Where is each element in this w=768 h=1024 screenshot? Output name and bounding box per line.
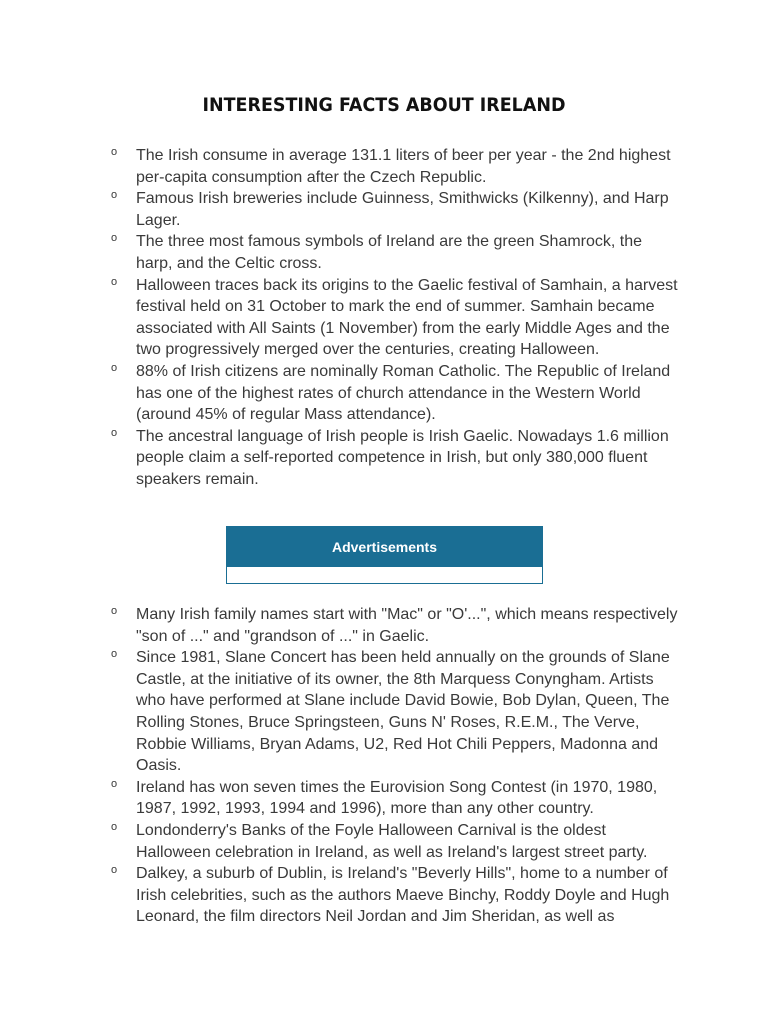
list-item (111, 777, 681, 820)
list-item (111, 231, 681, 274)
list-item (111, 863, 681, 928)
list-item (111, 145, 681, 188)
advertisements-header: Advertisements (227, 527, 542, 567)
bullet-icon: o (111, 146, 118, 158)
list-item (111, 604, 681, 647)
bullet-icon: o (111, 232, 118, 245)
list-item-text: Dalkey, a suburb of Dublin, is Ireland's "Beverly Hills", home to a number of Irish celebrities, such as the authors Maeve Binchy, Roddy Doyle and Hugh Leonard, the film directors Neil Jordan and Jim Sheridan, as well as (136, 865, 670, 926)
list-item-text: Halloween traces back its origins to the Gaelic festival of Samhain, a harvest festival held on 31 October to mark the end of summer. Samhain became associated with All Saints (1 November) from the early Middle Ages and the two progressively merged over the centuries, creating Halloween. (136, 276, 678, 359)
list-item-text: Ireland has won seven times the Eurovision Song Contest (in 1970, 1980, 1987, 1992, 1993, 1994 and 1996), more than any other country. (136, 778, 658, 818)
facts-list-part1 (111, 145, 681, 491)
list-item-text: The three most famous symbols of Ireland are the green Shamrock, the harp, and the Celtic cross. (136, 233, 643, 272)
list-item-text: Many Irish family names start with "Mac" or "O'...", which means respectively "son of ..." and "grandson of ..." in Gaelic. (136, 606, 678, 645)
bullet-icon: o (111, 189, 118, 202)
list-item (111, 275, 681, 361)
list-item-text: The Irish consume in average 131.1 liters of beer per year - the 2nd highest per-capita consumption after the Czech Republic. (136, 147, 671, 186)
list-item-text: Since 1981, Slane Concert has been held annually on the grounds of Slane Castle, at the initiative of its owner, the 8th Marquess Conyngham. Artists who have performed at Slane include David Bowie, Bob Dylan, Queen, The Rolling Stones, Bruce Springsteen, Guns N' Roses, R.E.M., The Verve, Robbie Williams, Bryan Adams, U2, Red Hot Chili Peppers, Madonna and Oasis. (136, 649, 670, 775)
bullet-icon: o (111, 820, 118, 833)
list-item (111, 820, 681, 863)
list-item-text: Famous Irish breweries include Guinness, Smithwicks (Kilkenny), and Harp Lager. (136, 190, 669, 229)
page-title: INTERESTING FACTS ABOUT IRELAND (202, 94, 566, 116)
bullet-icon: o (111, 361, 118, 374)
list-item (111, 426, 681, 491)
advertisements-box[interactable] (226, 526, 543, 584)
bullet-icon: o (111, 605, 118, 617)
facts-list-part2 (111, 604, 681, 928)
bullet-icon: o (111, 648, 118, 661)
list-item (111, 647, 681, 777)
list-item-text: Londonderry's Banks of the Foyle Halloween Carnival is the oldest Halloween celebration in Ireland, as well as Ireland's largest street party. (136, 821, 648, 861)
bullet-icon: o (111, 426, 118, 439)
bullet-icon: o (111, 777, 118, 790)
bullet-icon: o (111, 275, 118, 288)
list-item (111, 188, 681, 231)
bullet-icon: o (111, 864, 118, 877)
list-item-text: The ancestral language of Irish people is Irish Gaelic. Nowadays 1.6 million people claim a self-reported competence in Irish, but only 380,000 fluent speakers remain. (136, 427, 669, 488)
list-item (111, 361, 681, 426)
list-item-text: 88% of Irish citizens are nominally Roman Catholic. The Republic of Ireland has one of the highest rates of church attendance in the Western World (around 45% of regular Mass attendance). (136, 362, 671, 424)
